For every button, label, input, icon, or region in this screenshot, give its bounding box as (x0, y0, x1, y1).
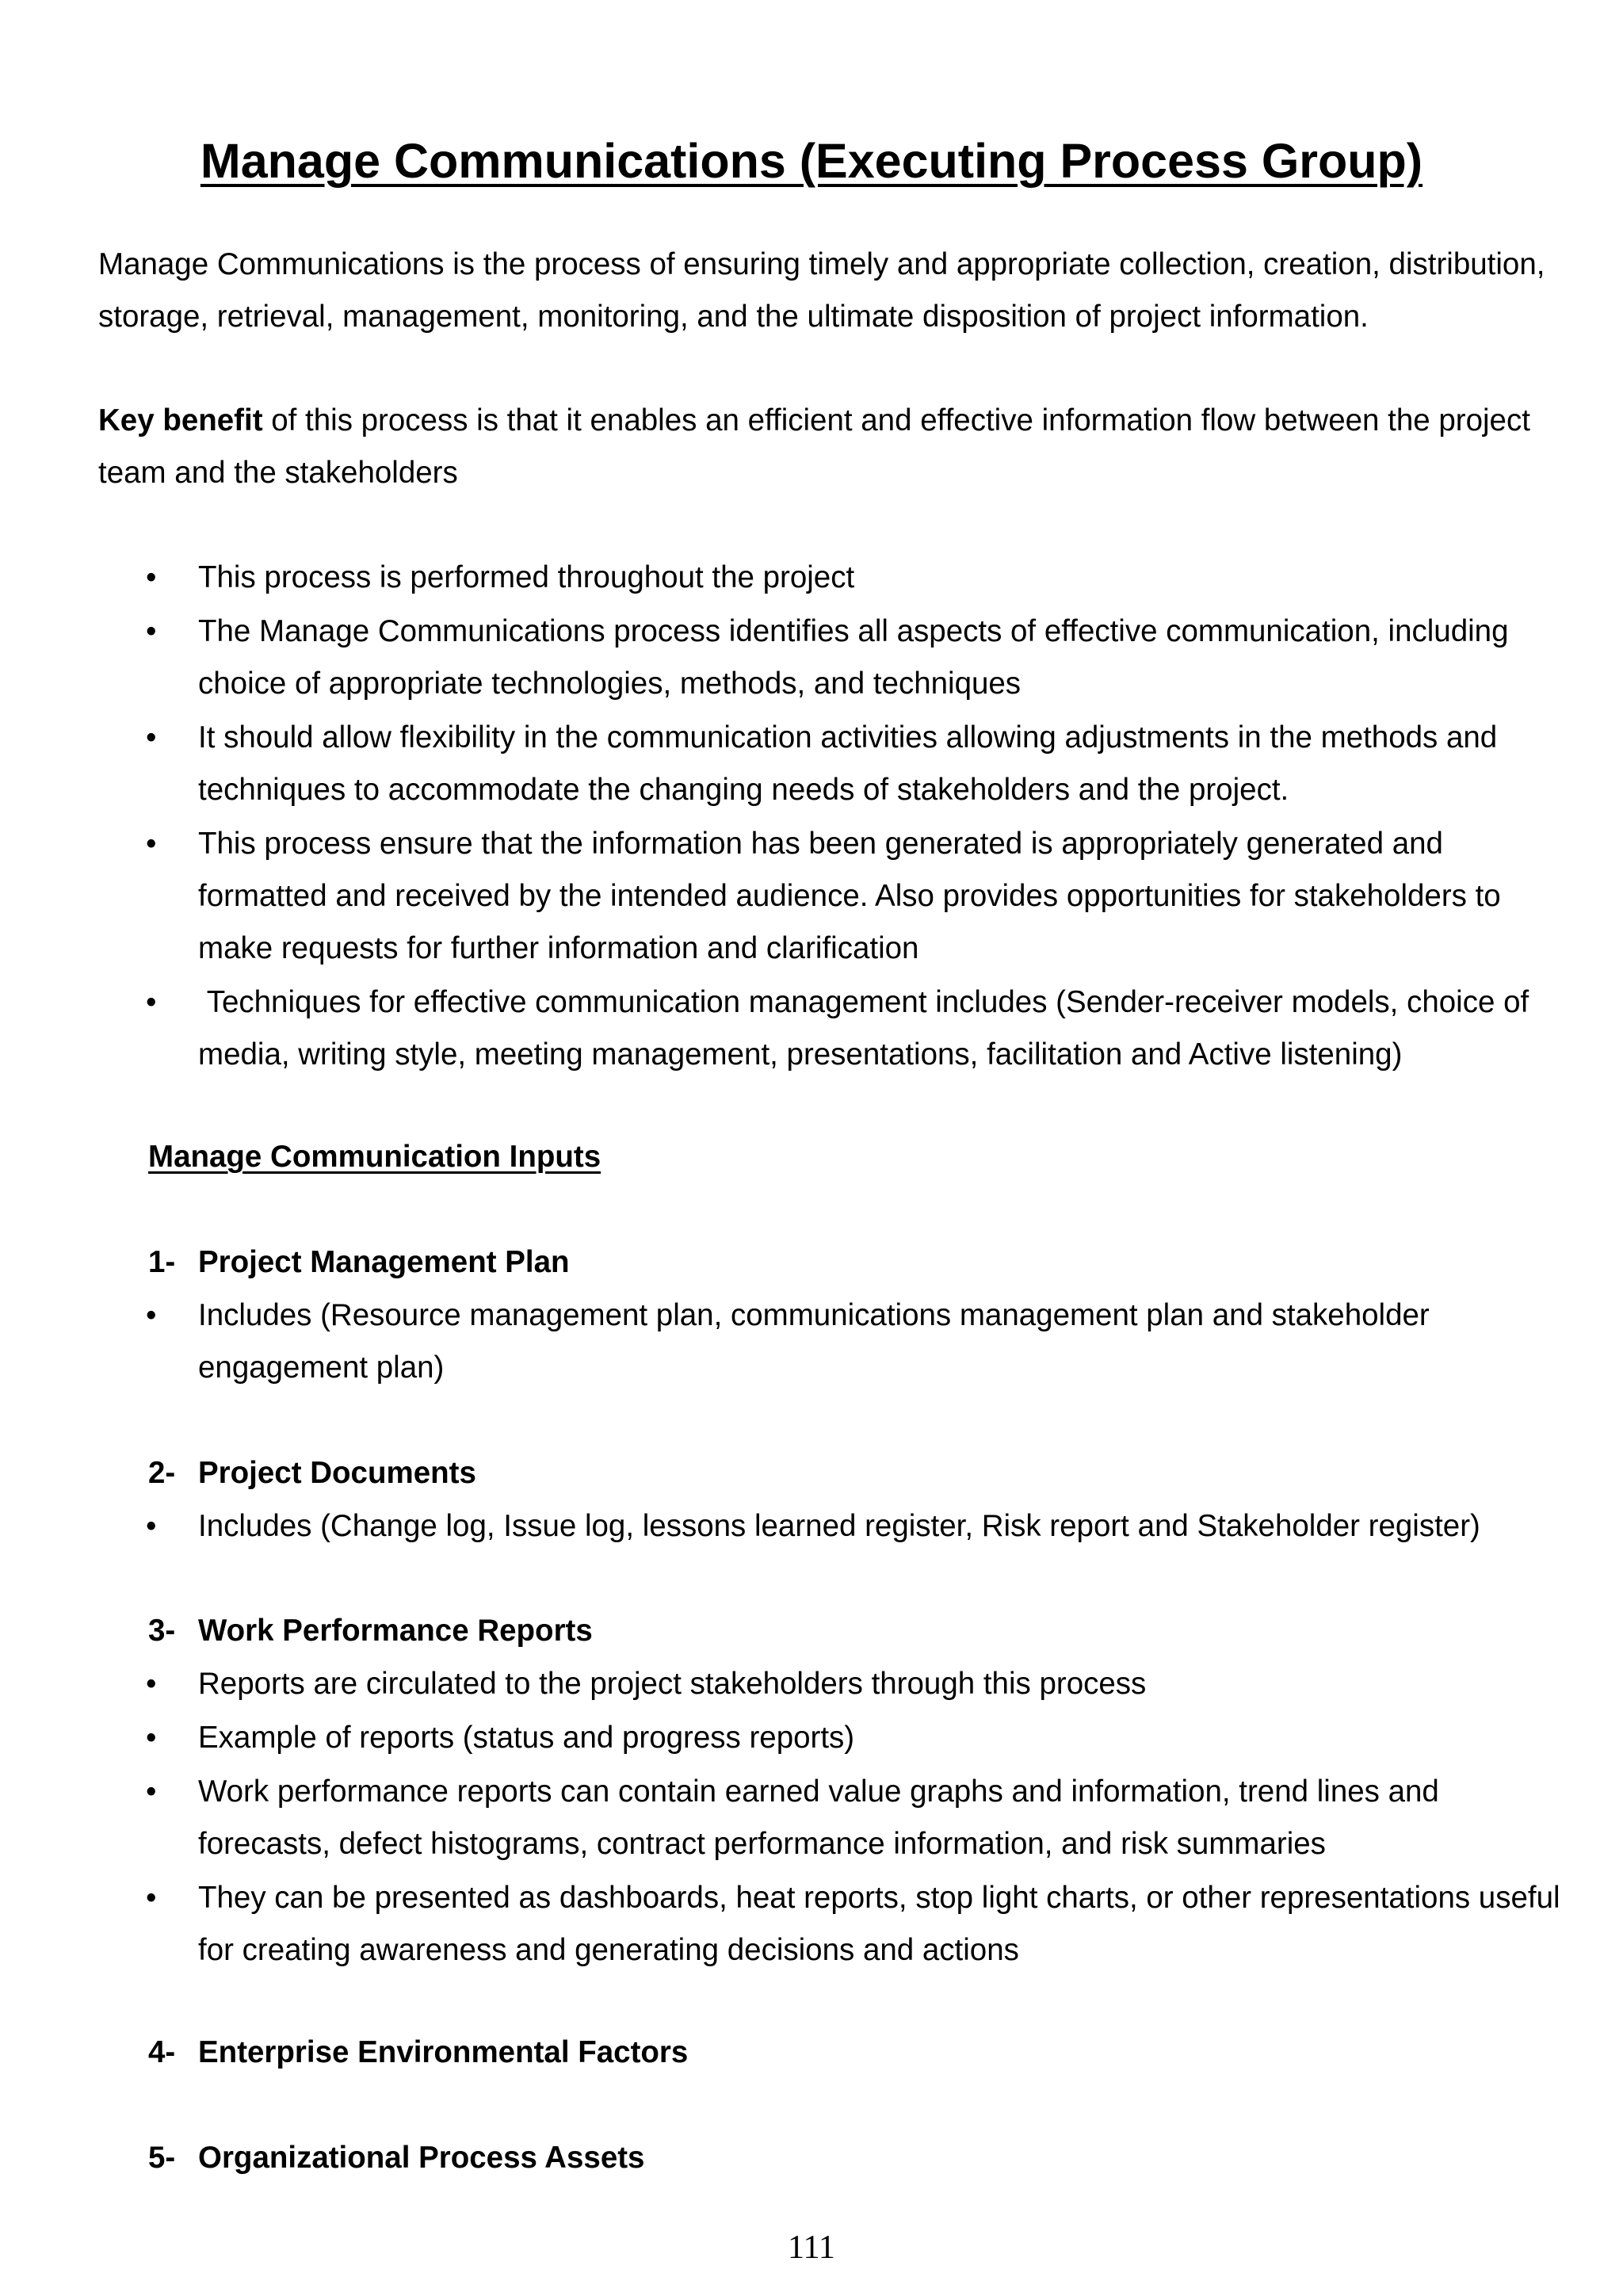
input-heading-5: 5- Organizational Process Assets (148, 2141, 645, 2175)
list-item: • Includes (Resource management plan, communications management plan and stakeholder engagement plan) (98, 1289, 1572, 1394)
list-item: • Techniques for effective communication management includes (Sender-receiver models, choice of media, writing style, meeting management, presentations, facilitation and Active listening) (98, 976, 1572, 1081)
bullet-icon: • (146, 1881, 157, 1915)
bullet-icon: • (146, 827, 157, 861)
input-heading-1: 1- Project Management Plan (148, 1245, 570, 1279)
bullet-icon: • (146, 720, 157, 755)
bullet-icon: • (146, 1667, 157, 1701)
key-benefit-label: Key benefit (98, 403, 263, 437)
list-item: • Reports are circulated to the project stakeholders through this process (98, 1658, 1572, 1710)
list-item: • Example of reports (status and progress reports) (98, 1712, 1572, 1764)
list-item: • The Manage Communications process identifies all aspects of effective communication, including choice of appropriate technologies, methods, and techniques (98, 606, 1572, 710)
list-item: • It should allow flexibility in the communication activities allowing adjustments in the methods and techniques to accommodate the changing needs of stakeholders and the project. (98, 712, 1572, 816)
bullet-icon: • (146, 1775, 157, 1809)
definition-paragraph: Manage Communications is the process of ensuring timely and appropriate collection, creation, distribution, storage, retrieval, management, monitoring, and the ultimate disposition of project information. (98, 247, 1545, 334)
bullet-icon: • (146, 560, 157, 594)
list-item: • Work performance reports can contain earned value graphs and information, trend lines and forecasts, defect histograms, contract performance information, and risk summaries (98, 1766, 1572, 1870)
bullet-icon: • (146, 985, 157, 1019)
key-benefit-text: of this process is that it enables an efficient and effective information flow between the project team and the stakeholders (98, 403, 1530, 490)
list-item: • This process ensure that the information has been generated is appropriately generated and formatted and received by the intended audience. Also provides opportunities for stakeholders to make requests for further information and clarification (98, 818, 1572, 975)
bullet-icon: • (146, 1298, 157, 1332)
input-2-bullets (98, 1500, 1572, 1554)
list-item: • Includes (Change log, Issue log, lessons learned register, Risk report and Stakeholder register) (98, 1500, 1572, 1553)
overview-bullet-list (98, 552, 1572, 1083)
list-item: • This process is performed throughout the project (98, 552, 1572, 604)
list-item: • They can be presented as dashboards, heat reports, stop light charts, or other representations useful for creating awareness and generating decisions and actions (98, 1872, 1572, 1977)
bullet-icon: • (146, 1721, 157, 1755)
input-heading-2: 2- Project Documents (148, 1456, 476, 1490)
input-heading-4: 4- Enterprise Environmental Factors (148, 2035, 689, 2069)
input-3-bullets (98, 1658, 1572, 1978)
bullet-icon: • (146, 614, 157, 648)
page-title: Manage Communications (Executing Process Group) (200, 133, 1423, 188)
input-1-bullets (98, 1289, 1572, 1396)
input-heading-3: 3- Work Performance Reports (148, 1614, 593, 1648)
bullet-icon: • (146, 1509, 157, 1543)
key-benefit-paragraph (98, 395, 1556, 499)
page-number: 111 (788, 2229, 835, 2266)
inputs-heading: Manage Communication Inputs (148, 1140, 601, 1174)
